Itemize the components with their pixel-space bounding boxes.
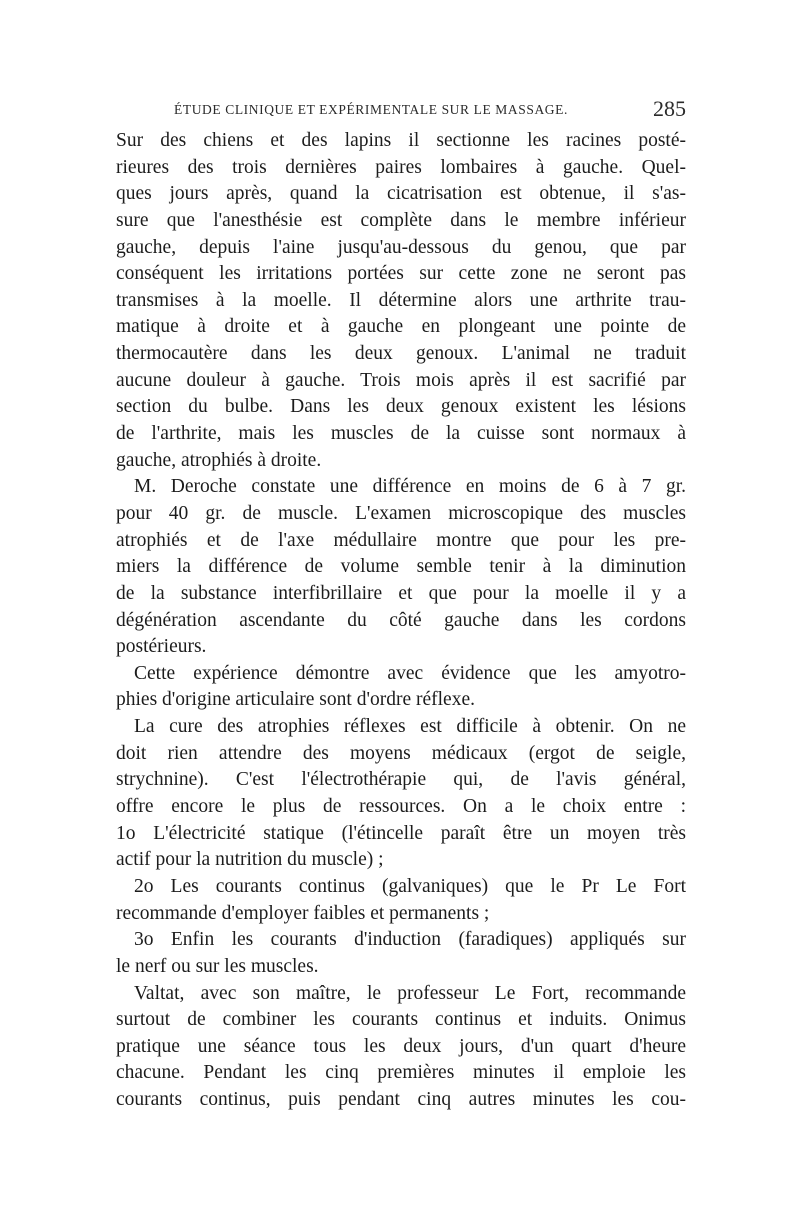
text-line: matique à droite et à gauche en plongeant une pointe de	[116, 316, 686, 338]
text-line: aucune douleur à gauche. Trois mois après il est sacrifié par	[116, 369, 686, 391]
page-header	[116, 96, 686, 128]
text-line: Valtat, avec son maître, le professeur Le Fort, recommande	[134, 982, 686, 1004]
text-line: le nerf ou sur les muscles.	[116, 955, 319, 977]
text-line: pour 40 gr. de muscle. L'examen microscopique des muscles	[116, 502, 686, 524]
text-line: doit rien attendre des moyens médicaux (ergot de seigle,	[116, 742, 686, 764]
text-line: M. Deroche constate une différence en moins de 6 à 7 gr.	[134, 476, 686, 498]
running-title: ÉTUDE CLINIQUE ET EXPÉRIMENTALE SUR LE MASSAGE.	[174, 102, 568, 117]
text-line: section du bulbe. Dans les deux genoux existent les lésions	[116, 396, 686, 418]
text-line: conséquent les irritations portées sur cette zone ne seront pas	[116, 263, 686, 285]
text-line: actif pour la nutrition du muscle) ;	[116, 849, 384, 871]
text-line: gauche, depuis l'aine jusqu'au-dessous du genou, que par	[116, 236, 686, 258]
text-line: offre encore le plus de ressources. On a le choix entre :	[116, 796, 686, 818]
text-line: courants continus, puis pendant cinq autres minutes les cou-	[116, 1089, 686, 1111]
text-line: ques jours après, quand la cicatrisation est obtenue, il s'as-	[116, 183, 686, 205]
text-line: rieures des trois dernières paires lombaires à gauche. Quel-	[116, 156, 686, 178]
text-line: sure que l'anesthésie est complète dans le membre inférieur	[116, 209, 686, 231]
text-line: Cette expérience démontre avec évidence que les amyotro-	[134, 662, 686, 684]
text-line: de la substance interfibrillaire et que pour la moelle il y a	[116, 582, 686, 604]
text-line: phies d'origine articulaire sont d'ordre réflexe.	[116, 689, 475, 711]
text-line: La cure des atrophies réflexes est difficile à obtenir. On ne	[134, 716, 686, 738]
text-line: recommande d'employer faibles et permanents ;	[116, 902, 490, 924]
text-line: atrophiés et de l'axe médullaire montre que pour les pre-	[116, 529, 686, 551]
text-line: gauche, atrophiés à droite.	[116, 449, 322, 471]
text-line: postérieurs.	[116, 636, 207, 658]
text-line: chacune. Pendant les cinq premières minutes il emploie les	[116, 1062, 686, 1084]
text-line: strychnine). C'est l'électrothérapie qui, de l'avis général,	[116, 769, 686, 791]
text-line: dégénération ascendante du côté gauche dans les cordons	[116, 609, 686, 631]
page-number: 285	[653, 96, 686, 121]
text-line: transmises à la moelle. Il détermine alors une arthrite trau-	[116, 289, 686, 311]
text-line: 3o Enfin les courants d'induction (faradiques) appliqués sur	[134, 929, 686, 951]
text-line: pratique une séance tous les deux jours, d'un quart d'heure	[116, 1035, 686, 1057]
text-line: Sur des chiens et des lapins il sectionne les racines posté-	[116, 130, 686, 151]
text-line: surtout de combiner les courants continus et induits. Onimus	[116, 1009, 686, 1031]
text-line: de l'arthrite, mais les muscles de la cuisse sont normaux à	[116, 423, 686, 445]
text-line: 1o L'électricité statique (l'étincelle paraît être un moyen très	[116, 822, 686, 844]
text-line: thermocautère dans les deux genoux. L'animal ne traduit	[116, 343, 686, 365]
text-line: 2o Les courants continus (galvaniques) que le Pr Le Fort	[134, 875, 686, 897]
body-text	[116, 128, 686, 1114]
text-line: miers la différence de volume semble tenir à la diminution	[116, 556, 686, 578]
